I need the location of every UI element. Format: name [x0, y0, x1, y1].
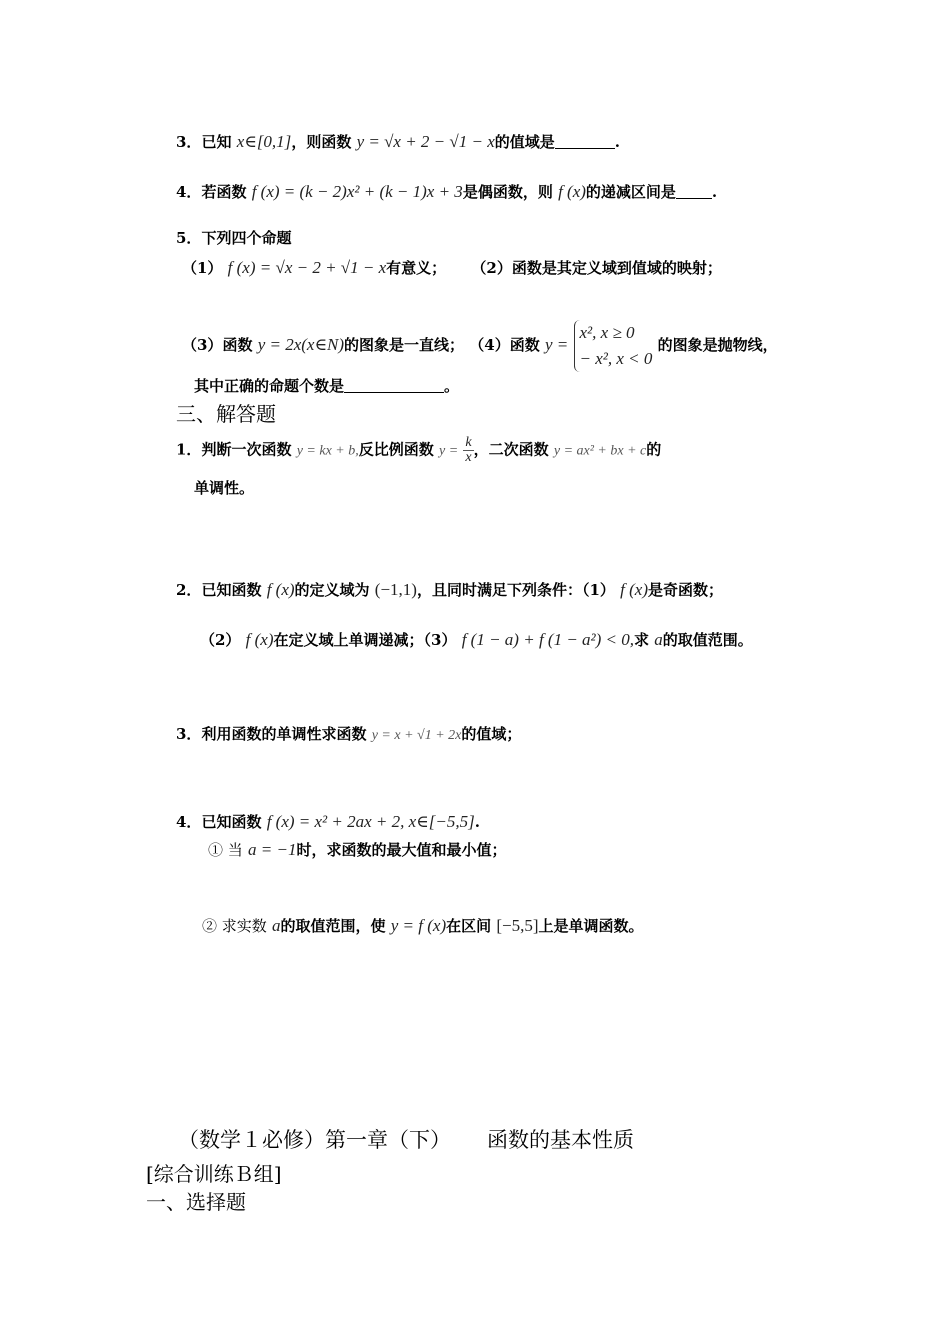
question-4: 4．已知函数 f (x) = x² + 2ax + 2, x∈[−5,5]. [176, 812, 480, 831]
question-2-cont: （2） f (x)在定义域上单调递减；（3） f (1 − a) + f (1 − a²) < 0,求 a的取值范围。 [200, 630, 753, 649]
problem-3: 3．已知 x∈[0,1]，则函数 y = √x + 2 − √1 − x的值域是 . [176, 132, 620, 151]
math-fx: f (x) [558, 182, 586, 201]
group-label: [综合训练Ｂ组] [146, 1162, 282, 1186]
question-1: 1．判断一次函数 y = kx + b,反比例函数 y = $\frac{k}{x}$ ，二次函数 y = ax² + bx + c的 [176, 435, 662, 465]
proposition-3-4: （3）函数 y = 2x(x∈N)的图象是一直线； （4）函数 y = x², x ≥ 0 − x², x < 0 的图象是抛物线， [182, 320, 778, 372]
problem-4: 4．若函数 f (x) = (k − 2)x² + (k − 1)x + 3是偶函数，则 f (x)的递减区间是 . [176, 182, 718, 201]
math-domain: (−1,1) [374, 580, 417, 599]
answer-blank [555, 134, 615, 149]
question-1-cont: 单调性。 [194, 479, 255, 497]
math-fraction: $\frac{k}{x}$ [465, 435, 472, 465]
math-condition: f (1 − a) + f (1 − a²) < 0, [461, 630, 635, 649]
math-quadratic: y = ax² + bx + c [553, 443, 647, 459]
problem-5: 5．下列四个命题 [176, 229, 292, 247]
proposition-1-2: （1） f (x) = √x − 2 + √1 − x有意义； （2）函数是其定义域到值域的映射； [182, 258, 722, 277]
math-function: f (x) = √x − 2 + √1 − x [227, 258, 387, 277]
section-heading-choice: 一、选择题 [146, 1190, 246, 1214]
proposition-question: 其中正确的命题个数是 。 [194, 377, 460, 395]
question-3: 3．利用函数的单调性求函数 y = x + √1 + 2x的值域； [176, 725, 522, 743]
question-4-part-2: ② 求实数 a的取值范围，使 y = f (x)在区间 [−5,5]上是单调函数。 [202, 916, 644, 935]
math-function: y = 2x(x∈N) [257, 335, 345, 354]
math-function: f (x) = x² + 2ax + 2, x∈[−5,5] [266, 812, 475, 831]
section-heading: 三、解答题 [176, 402, 276, 426]
math-set-x: x∈[0,1] [236, 132, 292, 151]
math-function: y = √x + 2 − √1 − x [356, 132, 495, 151]
math-linear: y = kx + b, [296, 443, 359, 459]
math-function: f (x) = (k − 2)x² + (k − 1)x + 3 [251, 182, 463, 201]
answer-blank [676, 184, 712, 199]
chapter-title: （数学１必修）第一章（下） 函数的基本性质 [178, 1128, 634, 1152]
piecewise-brace: x², x ≥ 0 − x², x < 0 [574, 320, 653, 372]
math-function: y = x + √1 + 2x [371, 728, 462, 743]
answer-blank [344, 378, 444, 393]
question-2: 2．已知函数 f (x)的定义域为 (−1,1)，且同时满足下列条件：（1） f (x)是奇函数； [176, 580, 723, 599]
question-4-part-1: ① 当 a = −1时，求函数的最大值和最小值； [208, 840, 507, 859]
